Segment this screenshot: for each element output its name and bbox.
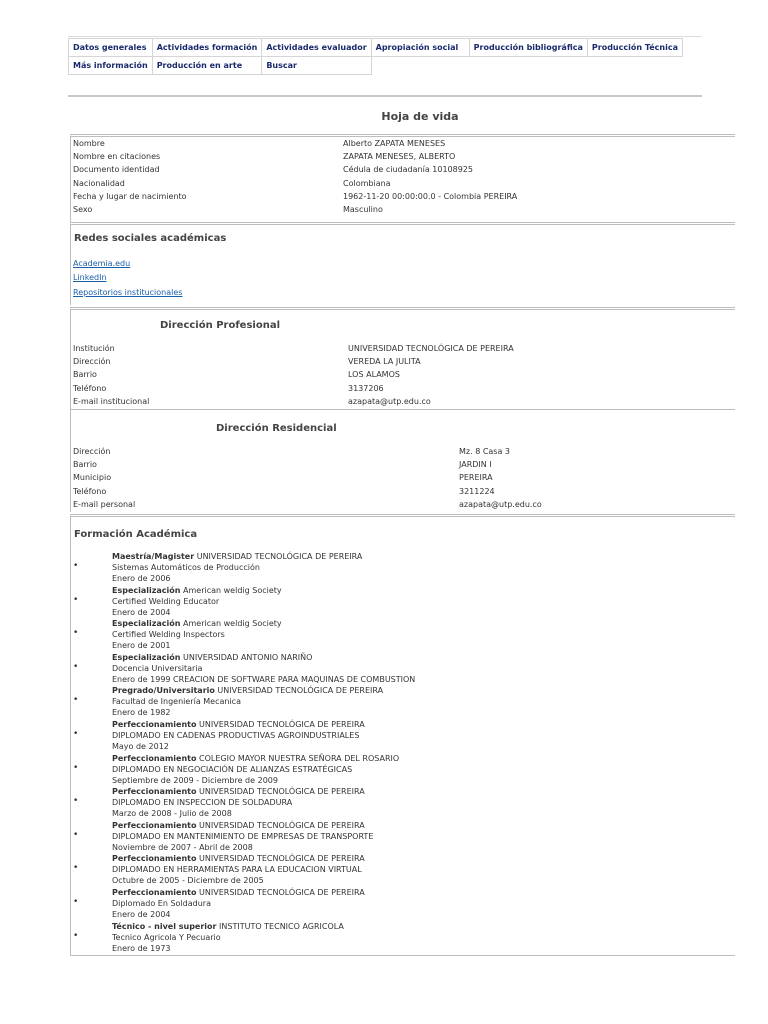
education-heading: [112, 921, 344, 932]
field-value: azapata@utp.edu.co: [348, 396, 431, 406]
education-program: DIPLOMADO EN NEGOCIACIÓN DE ALIANZAS ESTRATÉGICAS: [112, 764, 353, 774]
bullet-icon: •: [73, 762, 79, 773]
education-level: Perfeccionamiento: [112, 854, 197, 864]
education-level: Perfeccionamiento: [112, 720, 197, 729]
education-date: Enero de 2001: [112, 641, 171, 651]
field-value: Mz. 8 Casa 3: [459, 447, 511, 456]
formacion-title: Formación Académica: [74, 529, 198, 540]
education-institution: American weldig Society: [180, 619, 282, 629]
education-level: Especialización: [112, 585, 181, 595]
field-value: LOS ALAMOS: [348, 370, 400, 380]
education-level: Especialización: [112, 652, 181, 662]
education-program: Certified Welding Educator: [112, 596, 220, 606]
education-level: Perfeccionamiento: [112, 888, 197, 897]
tab-produccion-en-arte[interactable]: Producción en arte: [152, 57, 262, 75]
bullet-icon: •: [73, 796, 79, 807]
education-date: Enero de 1982: [112, 708, 171, 718]
education-heading: [112, 618, 282, 629]
field-value: PEREIRA: [459, 473, 493, 483]
bullet-icon: •: [73, 628, 79, 639]
field-label: Teléfono: [73, 383, 107, 393]
education-item: [112, 753, 399, 786]
tab-buscar[interactable]: Buscar: [262, 57, 371, 75]
education-item: [112, 551, 362, 584]
education-item: [112, 921, 344, 954]
education-date: Enero de 2004: [112, 910, 171, 919]
page-title: Hoja de vida: [381, 110, 459, 123]
field-label: Nombre: [73, 139, 105, 148]
education-institution: INSTITUTO TECNICO AGRICOLA: [216, 921, 344, 931]
bullet-icon: •: [73, 897, 79, 907]
education-date: Septiembre de 2009 - Diciembre de 2009: [112, 775, 278, 785]
education-heading: [112, 820, 373, 831]
tab-produccion-tecnica[interactable]: Producción Técnica: [587, 39, 682, 57]
education-institution: American weldig Society: [180, 585, 282, 595]
bullet-icon: •: [73, 561, 79, 571]
field-label: Nacionalidad: [73, 178, 125, 188]
field-label: Teléfono: [73, 486, 107, 496]
education-institution: UNIVERSIDAD TECNOLÓGICA DE PEREIRA: [194, 552, 363, 561]
education-program: Certified Welding Inspectors: [112, 630, 225, 640]
field-value: ZAPATA MENESES, ALBERTO: [343, 152, 456, 162]
education-level: Perfeccionamiento: [112, 820, 197, 830]
field-label: Municipio: [73, 473, 112, 483]
bullet-icon: •: [73, 863, 79, 874]
field-label: E-mail institucional: [73, 396, 150, 406]
education-institution: UNIVERSIDAD TECNOLÓGICA DE PEREIRA: [196, 787, 365, 797]
education-date: Enero de 1973: [112, 943, 171, 953]
tab-produccion-bibliografica[interactable]: Producción bibliográfica: [469, 39, 587, 57]
direccion-residencial-title: Dirección Residencial: [216, 423, 337, 434]
education-heading: [112, 719, 365, 730]
field-value: Colombiana: [343, 178, 391, 188]
field-value: UNIVERSIDAD TECNOLÓGICA DE PEREIRA: [348, 344, 514, 353]
education-program: DIPLOMADO EN HERRAMIENTAS PARA LA EDUCACION VIRTUAL: [112, 865, 362, 875]
field-label: Barrio: [73, 370, 97, 380]
education-level: Pregrado/Universitario: [112, 686, 215, 696]
education-institution: UNIVERSIDAD TECNOLÓGICA DE PEREIRA: [196, 820, 365, 830]
education-level: Perfeccionamiento: [112, 753, 197, 763]
education-item: [112, 887, 365, 920]
header-divider: [68, 95, 702, 97]
education-level: Perfeccionamiento: [112, 787, 197, 797]
field-value: 3137206: [348, 383, 384, 393]
education-date: Enero de 1999 CREACION DE SOFTWARE PARA MAQUINAS DE COMBUSTION: [112, 674, 416, 684]
education-heading: [112, 551, 362, 562]
education-institution: UNIVERSIDAD TECNOLÓGICA DE PEREIRA: [196, 720, 365, 729]
education-program: Facultad de Ingeniería Mecanica: [112, 697, 241, 707]
education-program: Diplomado En Soldadura: [112, 899, 211, 908]
link-academia-edu[interactable]: Academia.edu: [73, 259, 131, 268]
education-institution: UNIVERSIDAD ANTONIO NARIÑO: [180, 652, 313, 662]
education-item: [112, 820, 373, 853]
tab-datos-generales[interactable]: Datos generales: [69, 39, 153, 57]
education-institution: COLEGIO MAYOR NUESTRA SEÑORA DEL ROSARIO: [196, 753, 400, 763]
direccion-profesional-title: Dirección Profesional: [160, 320, 281, 331]
education-heading: [112, 585, 282, 596]
education-heading: [112, 887, 365, 898]
education-item: [112, 719, 365, 752]
education-date: Octubre de 2005 - Diciembre de 2005: [112, 876, 264, 886]
field-label: Dirección: [73, 357, 111, 367]
education-date: Noviembre de 2007 - Abril de 2008: [112, 842, 253, 852]
bullet-icon: •: [73, 729, 79, 739]
education-item: [112, 652, 415, 685]
field-label: Barrio: [73, 460, 97, 470]
education-item: [112, 685, 383, 718]
education-heading: [112, 652, 415, 663]
bullet-icon: •: [73, 829, 79, 840]
direccion-residencial-panel: [70, 409, 735, 512]
field-value: 3211224: [459, 486, 495, 496]
tab-apropiacion-social[interactable]: Apropiación social: [371, 39, 469, 57]
field-label: Sexo: [73, 205, 93, 214]
tab-mas-informacion[interactable]: Más información: [69, 57, 153, 75]
field-label: Nombre en citaciones: [73, 152, 161, 162]
field-value: JARDIN I: [459, 460, 492, 470]
education-institution: UNIVERSIDAD TECNOLÓGICA DE PEREIRA: [214, 686, 384, 696]
field-value: Masculino: [343, 205, 383, 214]
field-value: Cédula de ciudadanía 10108925: [343, 165, 473, 175]
bullet-icon: •: [73, 594, 79, 605]
field-label: E-mail personal: [73, 499, 136, 509]
education-date: Marzo de 2008 - Julio de 2008: [112, 809, 232, 819]
link-linkedin[interactable]: LinkedIn: [73, 273, 107, 282]
education-date: Enero de 2006: [112, 574, 171, 583]
education-program: Tecnico Agricola Y Pecuario: [112, 932, 221, 942]
tab-actividades-formacion[interactable]: Actividades formación: [152, 39, 262, 57]
bullet-icon: •: [73, 661, 79, 672]
field-value: 1962-11-20 00:00:00.0 - Colombia PEREIRA: [343, 191, 518, 201]
bullet-icon: •: [73, 930, 79, 941]
education-level: Técnico - nivel superior: [112, 921, 217, 931]
field-label: Dirección: [73, 447, 111, 456]
link-repositorios[interactable]: Repositorios institucionales: [73, 288, 183, 297]
nav-tabs: [68, 38, 683, 75]
education-program: DIPLOMADO EN MANTENIMIENTO DE EMPRESAS DE TRANSPORTE: [112, 831, 374, 841]
education-level: Maestría/Magister: [112, 552, 195, 561]
education-program: Sistemas Automáticos de Producción: [112, 563, 260, 572]
education-item: [112, 618, 282, 651]
nav-top-line: [68, 36, 702, 37]
redes-title: Redes sociales académicas: [74, 233, 227, 244]
education-heading: [112, 853, 365, 864]
education-level: Especialización: [112, 619, 181, 629]
education-institution: UNIVERSIDAD TECNOLÓGICA DE PEREIRA: [196, 854, 365, 864]
tab-actividades-evaluador[interactable]: Actividades evaluador: [262, 39, 371, 57]
education-heading: [112, 685, 383, 696]
education-item: [112, 786, 365, 819]
education-heading: [112, 786, 365, 797]
field-label: Fecha y lugar de nacimiento: [73, 191, 187, 201]
education-item: [112, 585, 282, 618]
field-value: azapata@utp.edu.co: [459, 499, 542, 509]
field-label: Institución: [73, 344, 115, 353]
education-date: Mayo de 2012: [112, 742, 169, 751]
bullet-icon: •: [73, 695, 79, 706]
field-value: Alberto ZAPATA MENESES: [343, 139, 446, 148]
education-heading: [112, 753, 399, 764]
field-value: VEREDA LA JULITA: [348, 357, 421, 367]
education-program: DIPLOMADO EN INSPECCION DE SOLDADURA: [112, 798, 293, 808]
field-label: Documento identidad: [73, 165, 160, 175]
education-program: DIPLOMADO EN CADENAS PRODUCTIVAS AGROINDUSTRIALES: [112, 731, 360, 740]
education-item: [112, 853, 365, 886]
education-institution: UNIVERSIDAD TECNOLÓGICA DE PEREIRA: [196, 888, 365, 897]
education-date: Enero de 2004: [112, 607, 171, 617]
education-program: Docencia Universitaria: [112, 663, 203, 673]
